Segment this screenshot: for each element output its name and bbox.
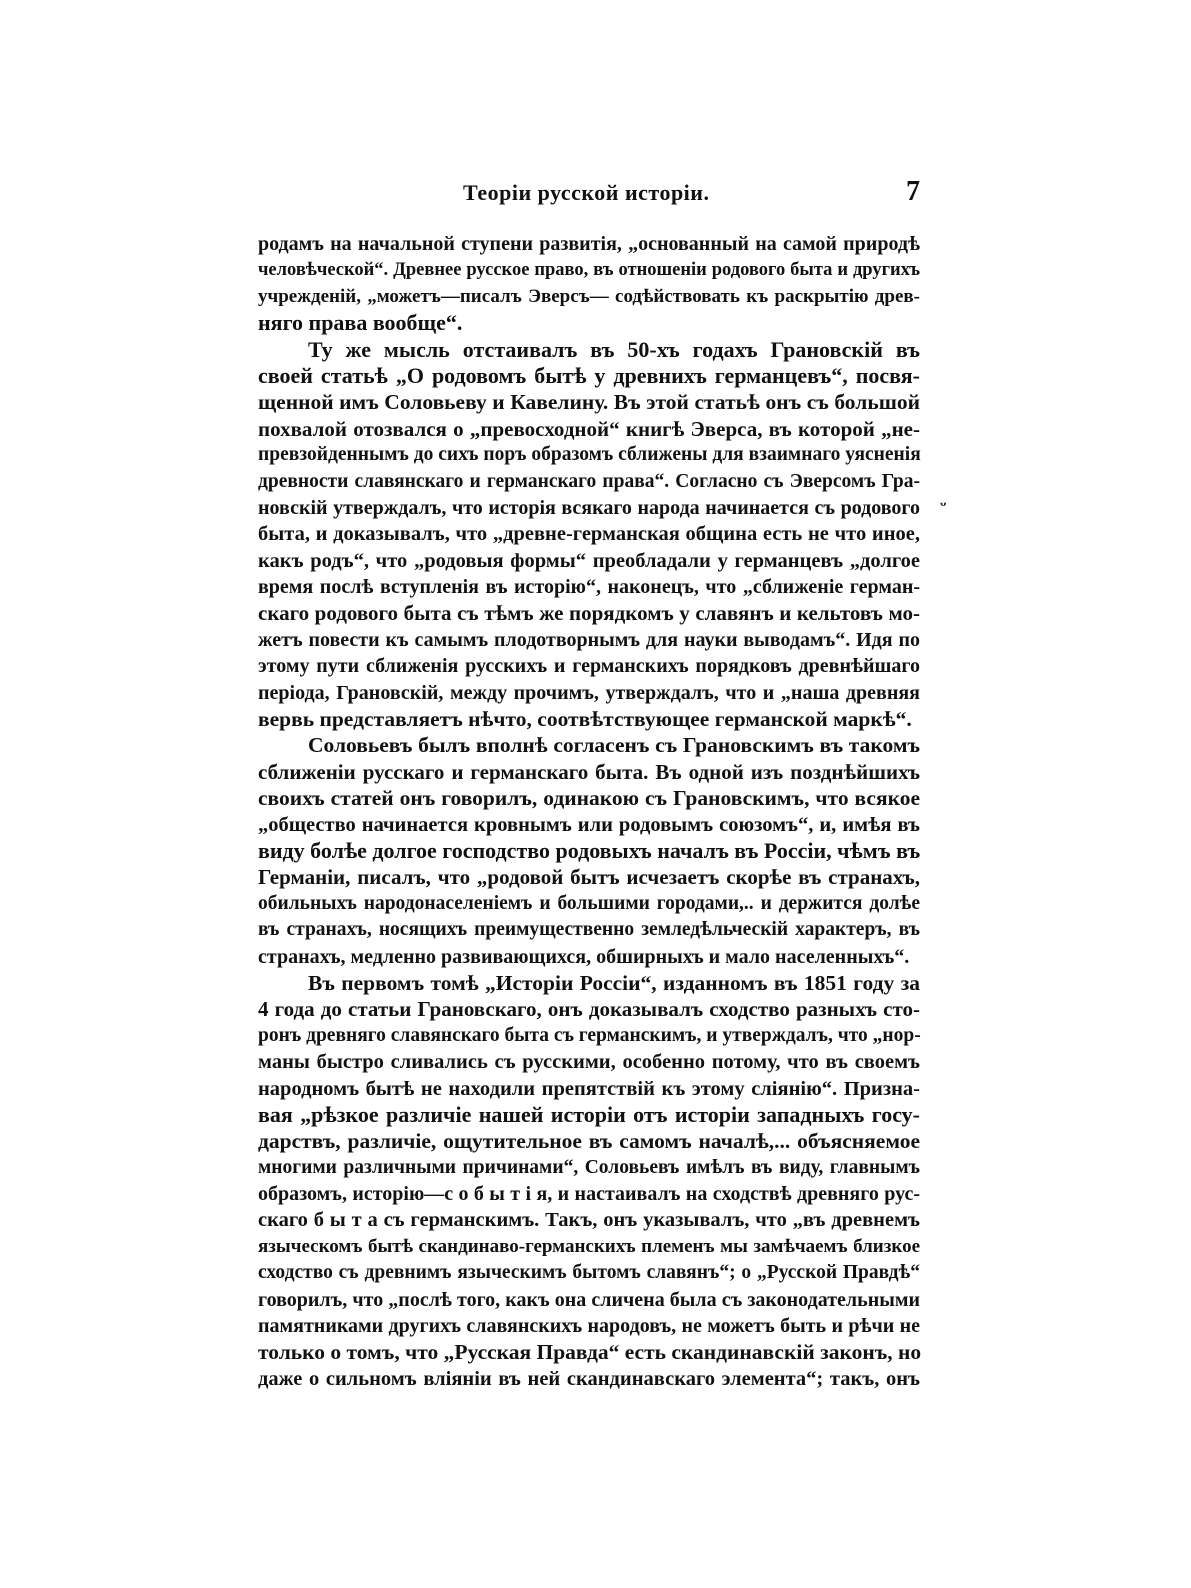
text-line: въ странахъ, носящихъ преимущественно земледѣльческій характеръ, въ — [258, 919, 920, 941]
text-line: обильныхъ народонаселеніемъ и большими городами,.. и держится долѣе — [258, 892, 920, 914]
text-line: памятниками другихъ славянскихъ народовъ, не можетъ быть и рѣчи не — [258, 1315, 920, 1338]
text-line: Германіи, писалъ, что „родовой бытъ исчезаетъ скорѣе въ странахъ, — [258, 865, 920, 890]
text-line: „общество начинается кровнымъ или родовымъ союзомъ“, и, имѣя въ — [258, 813, 920, 836]
text-line: скаго б ы т а съ германскимъ. Такъ, онъ указывалъ, что „въ древнемъ — [258, 1209, 920, 1232]
text-line: время послѣ вступленія въ исторію“, наконецъ, что „сближеніе герман- — [258, 576, 920, 599]
text-line: сходство съ древнимъ языческимъ бытомъ славянъ“; о „Русской Правдѣ“ — [258, 1262, 920, 1284]
text-line: своихъ статей онъ говорилъ, одинакою съ Грановскимъ, что всякое — [258, 786, 920, 811]
text-line: 4 года до статьи Грановскаго, онъ доказывалъ сходство разныхъ сто- — [258, 997, 920, 1022]
text-line: родамъ на начальной ступени развитія, „основанный на самой природѣ — [258, 233, 920, 255]
text-line: Въ первомъ томѣ „Исторіи Россіи“, изданномъ въ 1851 году за — [308, 970, 920, 995]
text-line: древности славянскаго и германскаго права“. Согласно съ Эверсомъ Гра- — [258, 470, 920, 492]
text-line: жетъ повести къ самымъ плодотворнымъ для науки выводамъ“. Идя по — [258, 628, 920, 651]
margin-mark: ᵕ — [940, 492, 947, 517]
text-line: ронъ древняго славянскаго быта съ германскимъ, и утверждалъ, что „нор- — [258, 1024, 921, 1046]
text-line: народномъ бытѣ не находили препятствій къ этому сліянію“. Призна- — [258, 1077, 920, 1100]
text-line: дарствъ, различіе, ощутительное въ самомъ началѣ,... объясняемое — [258, 1129, 920, 1154]
text-line: языческомъ бытѣ скандинаво-германскихъ племенъ мы замѣчаемъ близкое — [258, 1235, 920, 1257]
text-line: только о томъ, что „Русская Правда“ есть скандинавскій законъ, но — [258, 1340, 922, 1365]
text-line: сближеніи русскаго и германскаго быта. Въ одной изъ позднѣйшихъ — [258, 759, 920, 784]
text-line: новскій утверждалъ, что исторія всякаго народа начинается съ родового — [258, 496, 920, 519]
text-line: человѣческой“. Древнее русское право, въ отношеніи родового быта и другихъ — [258, 260, 920, 281]
text-line: даже о сильномъ вліяніи въ ней скандинавскаго элемента“; такъ, онъ — [258, 1367, 920, 1390]
text-line: періода, Грановскій, между прочимъ, утверждалъ, что и „наша древняя — [258, 681, 920, 704]
text-line: маны быстро сливались съ русскими, особенно потому, что въ своемъ — [258, 1051, 920, 1074]
text-line: учрежденій, „можетъ—писалъ Эверсъ— содѣйствовать къ раскрытію древ- — [258, 285, 920, 307]
running-title: Теоріи русской исторіи. — [463, 180, 710, 205]
text-line: образомъ, исторію—с о б ы т і я, и настаивалъ на сходствѣ древняго рус- — [258, 1183, 920, 1206]
text-line: Ту же мысль отстаивалъ въ 50-хъ годахъ Грановскій въ — [308, 336, 920, 362]
text-line: превзойденнымъ до сихъ поръ образомъ сближены для взаимнаго уясненія — [258, 444, 921, 466]
text-line: щенной имъ Соловьеву и Кавелину. Въ этой статьѣ онъ съ большой — [258, 390, 920, 415]
text-line: похвалой отозвался о „превосходной“ книгѣ Эверса, въ которой „не- — [258, 416, 920, 441]
text-line: виду болѣе долгое господство родовыхъ началъ въ Россіи, чѣмъ въ — [258, 837, 921, 863]
text-line: скаго родового быта съ тѣмъ же порядкомъ у славянъ и кельтовъ мо- — [258, 601, 920, 626]
text-line: няго права вообще“. — [258, 310, 463, 336]
text-line: этому пути сближенія русскихъ и германскихъ порядковъ древнѣйшаго — [258, 655, 920, 678]
text-line: говорилъ, что „послѣ того, какъ она сличена была съ законодательными — [258, 1288, 920, 1311]
text-line: Соловьевъ былъ вполнѣ согласенъ съ Грановскимъ въ такомъ — [308, 733, 920, 758]
body-text — [258, 231, 920, 1392]
text-line: какъ родъ“, что „родовыя формы“ преобладали у германцевъ „долгое — [258, 549, 920, 572]
page-number: 7 — [906, 176, 920, 207]
text-line: многими различными причинами“, Соловьевъ имѣлъ въ виду, главнымъ — [258, 1156, 920, 1178]
text-line: своей статьѣ „О родовомъ бытѣ у древнихъ германцевъ“, посвя- — [258, 362, 920, 388]
running-head — [258, 176, 920, 210]
text-line: быта, и доказывалъ, что „древне-германская община есть не что иное, — [258, 523, 920, 546]
text-line: вервь представляетъ нѣчто, соотвѣтствующее германской маркѣ“. — [258, 707, 912, 732]
text-line: странахъ, медленно развивающихся, обширныхъ и мало населенныхъ“. — [258, 945, 910, 968]
text-line: вая „рѣзкое различіе нашей исторіи отъ исторіи западныхъ госу- — [258, 1101, 920, 1127]
